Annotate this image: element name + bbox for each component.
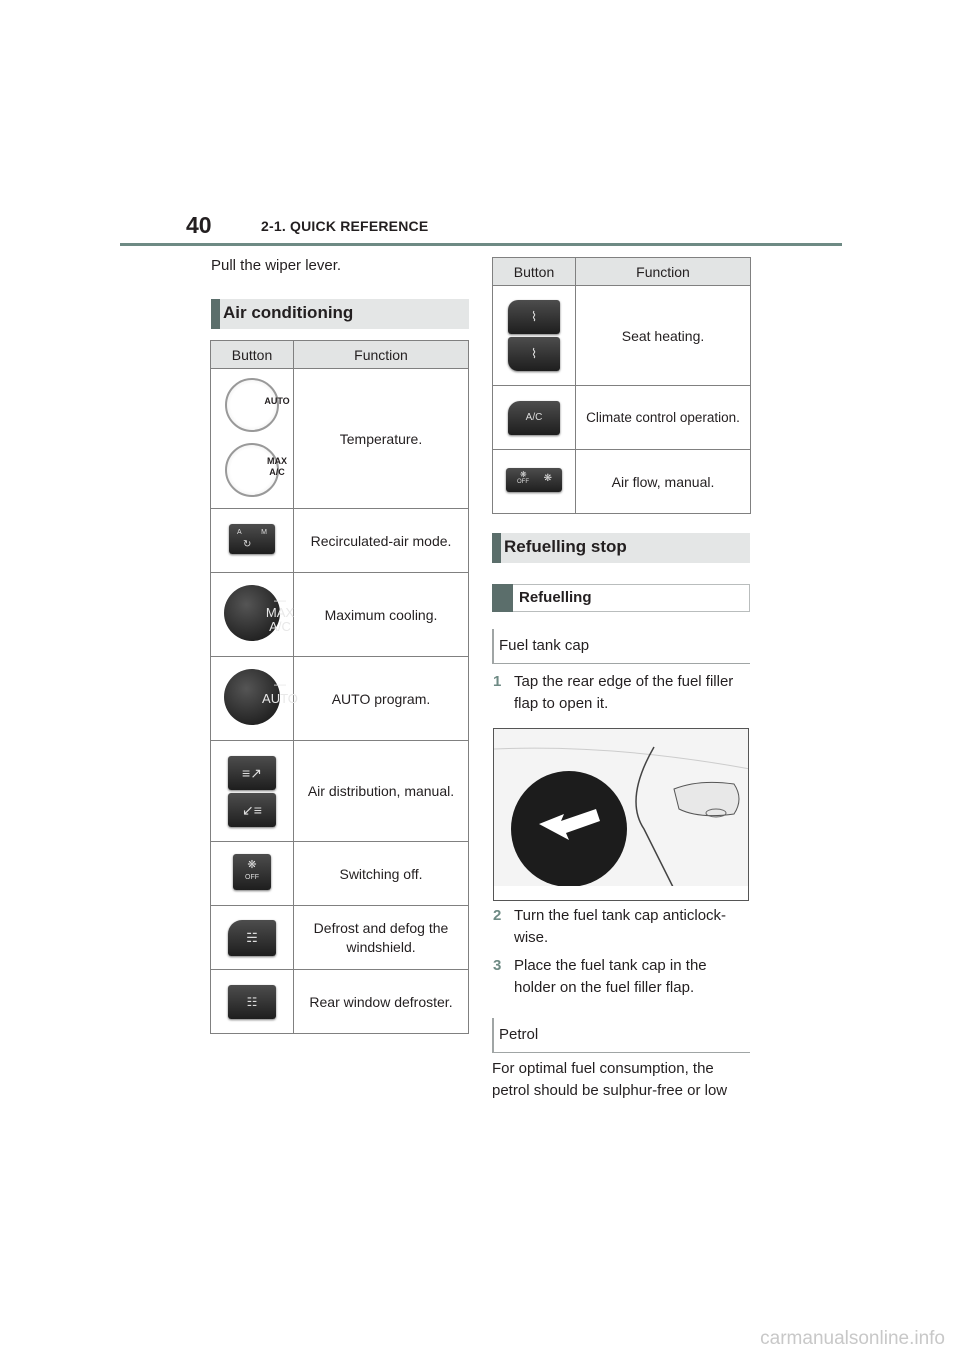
row-function: Maximum cooling. (294, 573, 469, 657)
fuel-flap-drawing (494, 729, 749, 901)
max-ac-knob-icon: — MAX A/C (224, 585, 280, 641)
petrol-rule (492, 1052, 750, 1053)
step-text: Tap the rear edge of the fuel filler flap to open it. (514, 673, 734, 712)
intro-text: Pull the wiper lever. (211, 257, 342, 274)
table-row (211, 906, 469, 970)
ac-button-icon: A/C (508, 401, 560, 435)
off-fan-icon: ❋ OFF (233, 854, 271, 890)
ac-heading-box (211, 299, 469, 329)
refuelling-subheading-box (492, 584, 750, 612)
auto-knob-icon: — AUTO (224, 669, 280, 725)
row-function: Temperature. (294, 369, 469, 509)
recirculation-icon: A M ↻ (229, 524, 275, 554)
step-number: 2 (493, 907, 502, 924)
step-number: 3 (493, 957, 502, 974)
seat-heating-upper-icon: ⌇ (508, 300, 560, 334)
row-function: Switching off. (294, 842, 469, 906)
step-text: Place the fuel tank cap in the holder on the fuel filler flap. (514, 957, 707, 996)
col-function-header: Function (294, 341, 469, 369)
air-flow-icon: ❋ OFF ❋ (506, 468, 562, 492)
temperature-icon-cell (211, 369, 294, 509)
header-rule (120, 243, 842, 246)
row-function: Air distribution, manual. (294, 741, 469, 842)
col-button-header: Button (493, 258, 576, 286)
ac-heading: Air conditioning (223, 303, 354, 322)
table-row (211, 573, 469, 657)
refuelling-subheading: Refuelling (519, 589, 592, 606)
table-row (493, 386, 751, 450)
air-distribution-lower-icon: ↙≡ (228, 793, 276, 827)
heading-bar (492, 533, 501, 563)
fuel-cap-rule (492, 663, 750, 664)
seat-table (492, 257, 751, 514)
table-row (493, 286, 751, 386)
row-function: Rear window defroster. (294, 970, 469, 1034)
row-function: Air flow, manual. (576, 450, 751, 514)
petrol-text: For optimal fuel consumption, the petrol should be sulphur-free or low (492, 1060, 728, 1099)
table-row (211, 657, 469, 741)
row-function: Climate control operation. (576, 386, 751, 450)
rear-window-defrost-icon: ☷ (228, 985, 276, 1019)
step-number: 1 (493, 673, 502, 690)
subheading-bar (492, 584, 513, 612)
table-row (493, 450, 751, 514)
footer-watermark: carmanualsonline.info (760, 1328, 945, 1349)
ac-table (210, 340, 469, 1034)
row-function: AUTO program. (294, 657, 469, 741)
refuelling-heading: Refuelling stop (504, 537, 627, 556)
max-ac-dial-icon: MAX A/C (225, 443, 279, 497)
heading-bar (211, 299, 220, 329)
table-row (211, 741, 469, 842)
windshield-defrost-icon: ☵ (228, 920, 276, 956)
step-text: Turn the fuel tank cap anticlock-wise. (514, 907, 727, 946)
petrol-heading: Petrol (499, 1026, 539, 1043)
page-number: 40 (186, 212, 212, 238)
auto-dial-icon: AUTO (225, 378, 279, 432)
section-title: 2-1. QUICK REFERENCE (261, 218, 429, 234)
refuelling-heading-box (492, 533, 750, 563)
air-distribution-upper-icon: ≡↗ (228, 756, 276, 790)
table-row (211, 842, 469, 906)
table-row (211, 509, 469, 573)
table-row (211, 369, 469, 509)
seat-heating-lower-icon: ⌇ (508, 337, 560, 371)
row-function: Defrost and defog the windshield. (294, 906, 469, 970)
petrol-marker (492, 1018, 494, 1052)
table-row (211, 970, 469, 1034)
fuel-flap-illustration (493, 728, 749, 901)
col-function-header: Function (576, 258, 751, 286)
fuel-cap-heading: Fuel tank cap (499, 637, 590, 654)
col-button-header: Button (211, 341, 294, 369)
row-function: Recirculated-air mode. (294, 509, 469, 573)
row-function: Seat heating. (576, 286, 751, 386)
fuel-cap-marker (492, 629, 494, 663)
